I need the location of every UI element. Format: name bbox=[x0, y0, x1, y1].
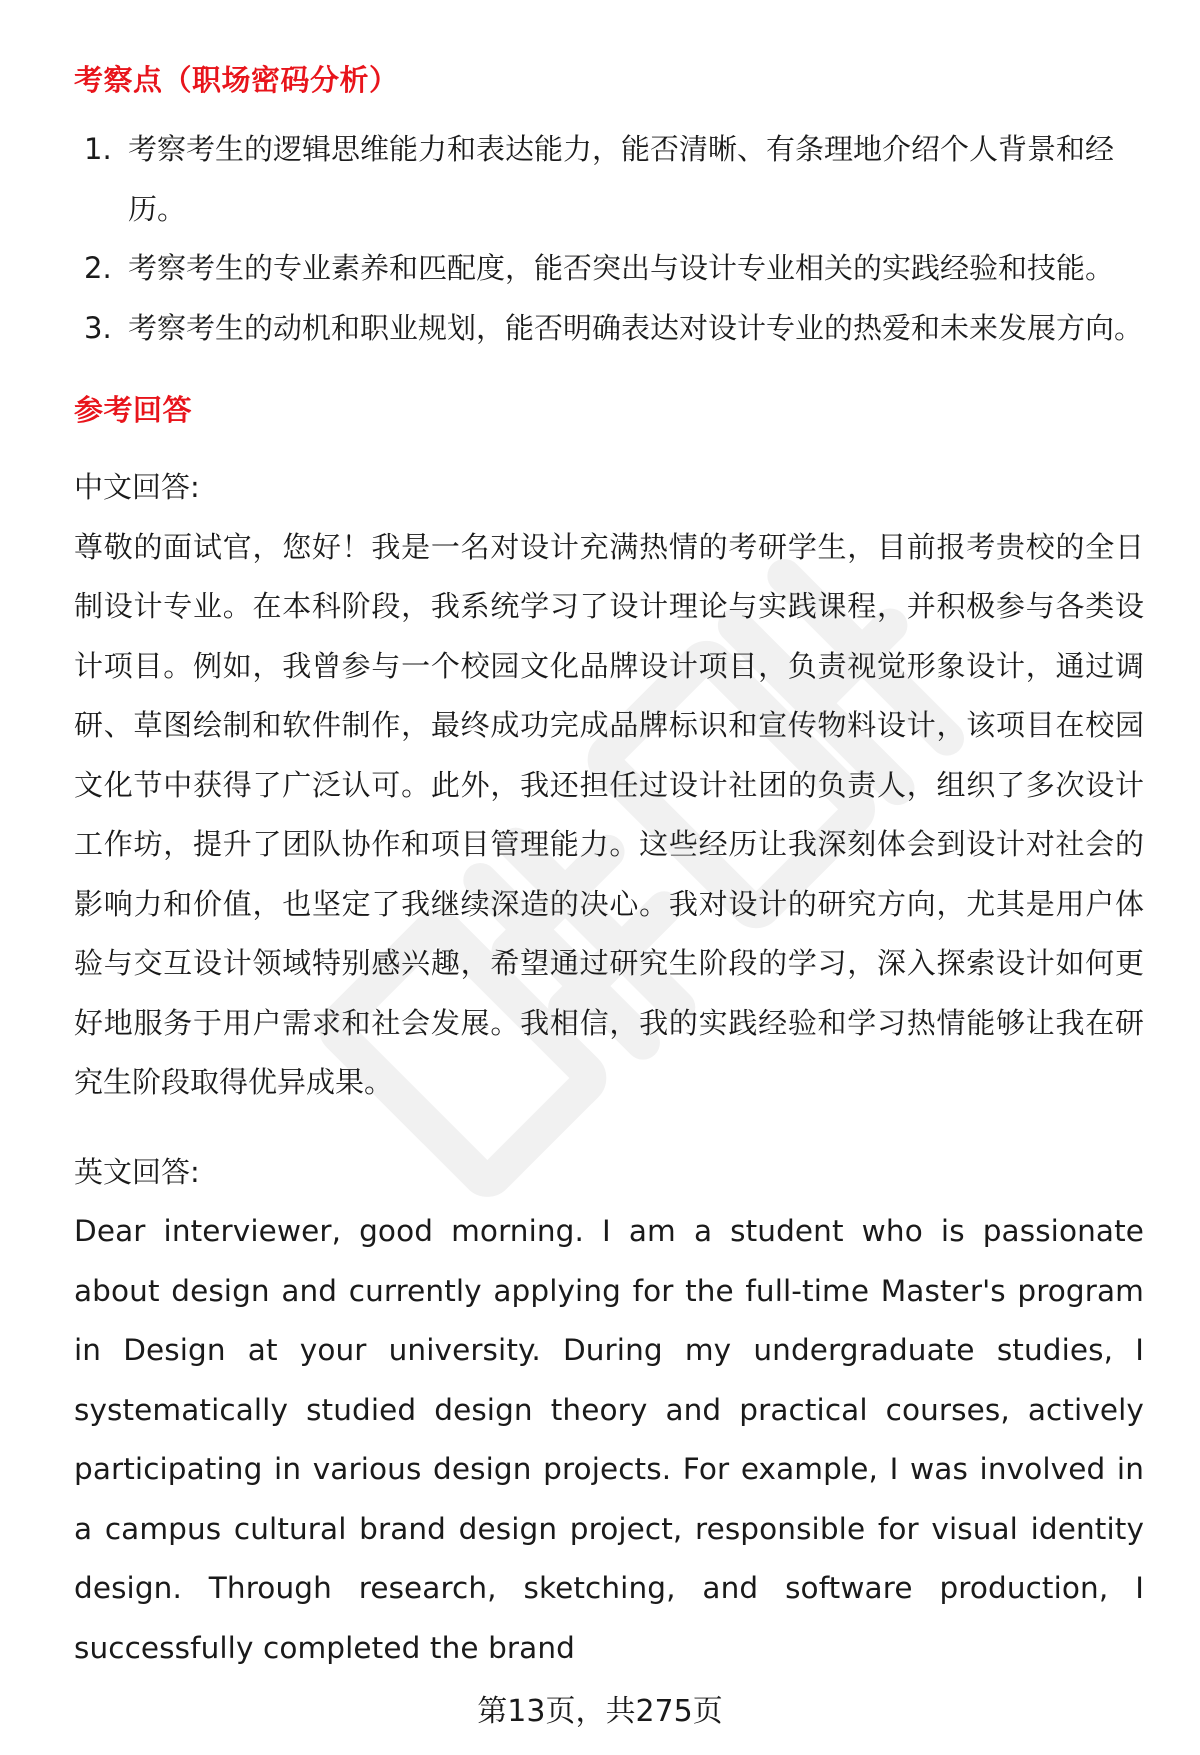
list-item-text: 考察考生的动机和职业规划，能否明确表达对设计专业的热爱和未来发展方向。 bbox=[128, 310, 1144, 345]
list-item-number: 3. bbox=[84, 310, 112, 345]
section-title-assessment: 考察点（职场密码分析） bbox=[74, 63, 399, 97]
section-title-reference-answer: 参考回答 bbox=[74, 393, 193, 427]
list-item-number: 2. bbox=[84, 251, 112, 285]
list-item bbox=[74, 299, 1144, 359]
chinese-answer-text: 尊敬的面试官，您好！我是一名对设计充满热情的考研学生，目前报考贵校的全日制设计专业。在本科阶段，我系统学习了设计理论与实践课程，并积极参与各类设计项目。例如，我曾参与一个校园文化品牌设计项目，负责视觉形象设计，通过调研、草图绘制和软件制作，最终成功完成品牌标识和宣传物料设计，该项目在校园文化节中获得了广泛认可。此外，我还担任过设计社团的负责人，组织了多次设计工作坊，提升了团队协作和项目管理能力。这些经历让我深刻体会到设计对社会的影响力和价值，也坚定了我继续深造的决心。我对设计的研究方向，尤其是用户体验与交互设计领域特别感兴趣，希望通过研究生阶段的学习，深入探索设计如何更好地服务于用户需求和社会发展。我相信，我的实践经验和学习热情能够让我在研究生阶段取得优异成果。 bbox=[74, 529, 1144, 1099]
english-answer-label: 英文回答: bbox=[74, 1154, 200, 1189]
list-item bbox=[74, 239, 1144, 299]
english-answer-text: Dear interviewer, good morning. I am a student who is passionate about design and currently applying for the full-time Master's program in Design at your university. During my undergraduate studies, I systematically studied design theory and practical courses, actively participating in various design projects. For example, I was involved in a campus cultural brand design project, responsible for visual identity design. Through research, sketching, and software production, I successfully completed the brand bbox=[74, 1214, 1144, 1665]
page-number-footer: 第13页，共275页 bbox=[477, 1694, 723, 1729]
list-item bbox=[74, 120, 1144, 239]
list-item-text: 考察考生的逻辑思维能力和表达能力，能否清晰、有条理地介绍个人背景和经历。 bbox=[128, 132, 1115, 226]
assessment-point-list bbox=[74, 120, 1144, 358]
main-content bbox=[74, 52, 1144, 1678]
list-item-number: 1. bbox=[84, 132, 112, 166]
list-item-text: 考察考生的专业素养和匹配度，能否突出与设计专业相关的实践经验和技能。 bbox=[128, 251, 1115, 285]
chinese-answer-label: 中文回答: bbox=[74, 470, 200, 504]
